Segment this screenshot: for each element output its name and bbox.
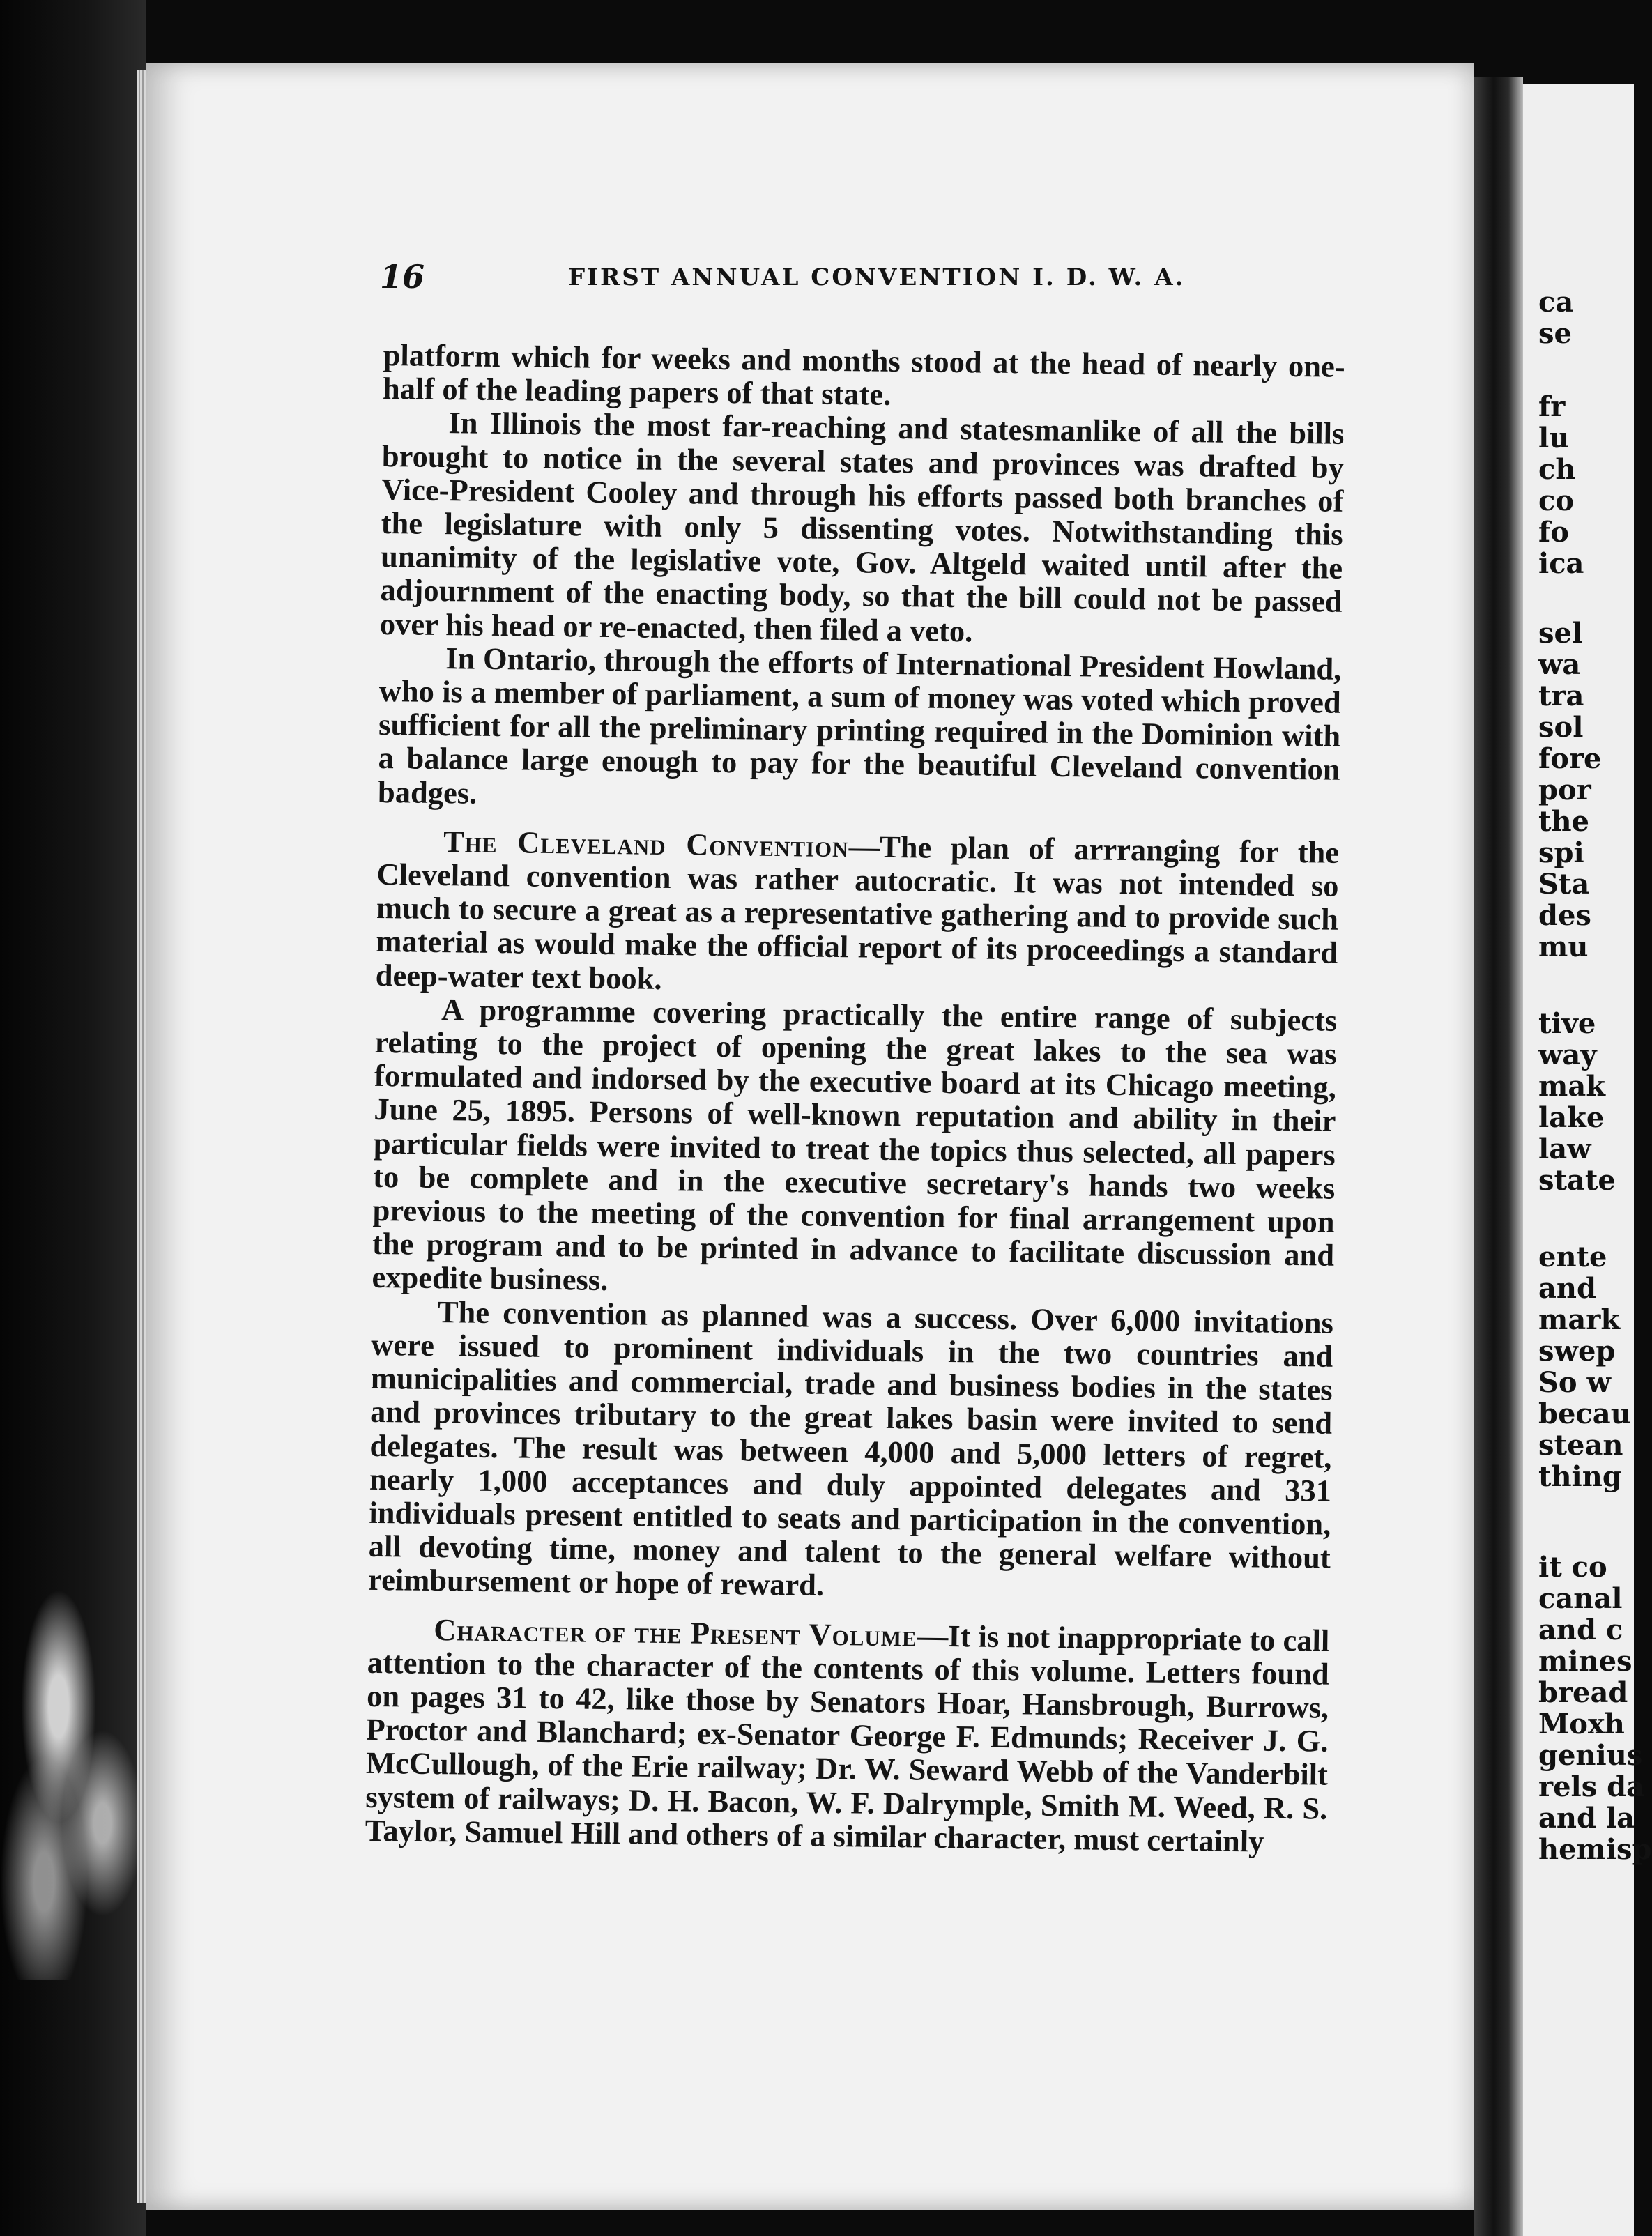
next-page-fragment: mu	[1538, 931, 1589, 963]
scan-smudge	[0, 1589, 146, 1980]
next-page-fragment: fo	[1538, 516, 1569, 549]
next-page-fragment: and	[1538, 1272, 1596, 1305]
paragraph-programme: A programme covering practically the entire range of subjects relating to the project of opening the great lakes to the sea was formulated and indorsed by the executive board at its Chicago meeting, June 25, 1895. Persons of well-known reputation and ability in their particular fields were invited to treat the topics thus selected, all papers to be complete and in the executive secretary's hands two weeks previous to the meeting of the convention for final arrangement upon the program and to be printed in advance to facilitate discussion and expedite business.	[372, 991, 1338, 1298]
section-heading-volume: Character of the Present Volume	[434, 1611, 918, 1653]
next-page-fragment: fore	[1538, 742, 1602, 775]
next-page-fragment: des	[1538, 899, 1591, 932]
next-page-fragment: mark	[1538, 1303, 1621, 1336]
paragraph-success: The convention as planned was a success. Over 6,000 invitations were issued to prominent individuals in the two countries and municipalities and commercial, trade and business bodies in the states and provinces tributary to the great lakes basin were invited to send delegates. The result was between 4,000 and 5,000 letters of regret, nearly 1,000 acceptances and duly appointed delegates and 331 individuals present entitled to seats and participation in the convention, all devoting time, money and talent to the general welfare without reimbursement or hope of reward.	[367, 1294, 1334, 1603]
next-page-fragment: ca	[1538, 286, 1574, 319]
next-page-fragment: bread	[1538, 1676, 1628, 1709]
next-page-fragment: tra	[1538, 680, 1584, 712]
section-text-volume: —It is not inappropriate to call attention to the character of the contents of this volume. Letters found on pages 31 to 42, like those by Senators Hoar, Hansbrough, Burrows, Proctor and Blanchard; ex-Senator George F. Edmunds; Receiver J. G. McCullough, of the Erie railway; Dr. W. Seward Webb of the Vanderbilt system of railways; D. H. Bacon, W. F. Dalrymple, Smith M. Weed, R. S. Taylor, Samuel Hill and others of a similar character, must certainly	[365, 1618, 1330, 1859]
next-page-fragment: rels da	[1538, 1770, 1645, 1803]
next-page-fragment: sel	[1538, 617, 1583, 650]
paragraph-ontario: In Ontario, through the efforts of International President Howland, who is a member of parliament, a sum of money was voted which proved sufficient for all the preliminary printing required in the Dominion with a balance large enough to pay for the beautiful Cleveland convention badges.	[377, 640, 1342, 811]
next-page-fragment: hemisp	[1538, 1833, 1652, 1866]
next-page-fragment: genius	[1538, 1739, 1643, 1772]
book-gutter	[1474, 77, 1523, 2236]
next-page-fragment: mak	[1538, 1070, 1605, 1103]
next-page-fragment: mines	[1538, 1645, 1632, 1678]
section-text-cleveland: —The plan of arrranging for the Cleveland convention was rather autocratic. It was not intended so much to secure a great as a representative gathering and to provide such material as would make the official report of its proceedings a standard deep-water text book.	[375, 829, 1340, 996]
next-page-fragment: wa	[1538, 648, 1581, 681]
section-cleveland-convention	[376, 824, 1340, 1004]
next-page-edge	[1523, 84, 1652, 2236]
next-page-fragment: tive	[1538, 1007, 1596, 1040]
next-page-fragment: stean	[1538, 1429, 1623, 1462]
next-page-fragment: ente	[1538, 1241, 1607, 1273]
next-page-fragment: state	[1538, 1164, 1616, 1197]
next-page-fragment: co	[1538, 484, 1575, 517]
next-page-fragment: Sta	[1538, 868, 1590, 901]
next-page-fragment: spi	[1538, 836, 1584, 869]
section-present-volume	[365, 1611, 1330, 1858]
next-page-fragment: thing	[1538, 1460, 1622, 1493]
next-page-fragment: swep	[1538, 1335, 1616, 1368]
next-page-fragment: lake	[1538, 1101, 1605, 1134]
section-heading-cleveland: The Cleveland Convention	[443, 823, 849, 864]
next-page-fragment: way	[1538, 1039, 1597, 1071]
next-page-fragment: law	[1538, 1133, 1591, 1165]
page-body	[365, 338, 1345, 1859]
running-title: FIRST ANNUAL CONVENTION I. D. W. A.	[568, 263, 1186, 291]
page-number: 16	[380, 258, 425, 296]
next-page-fragment: Moxh	[1538, 1708, 1625, 1740]
next-page-fragment: sol	[1538, 711, 1584, 744]
next-page-fragment: lu	[1538, 422, 1570, 454]
next-page-fragment: and la	[1538, 1802, 1635, 1835]
paragraph-1: platform which for weeks and months stood at the head of nearly one-half of the leading papers of that state.	[382, 337, 1345, 413]
paragraph-illinois: In Illinois the most far-reaching and statesmanlike of all the bills brought to notice in the several states and provinces was drafted by Vice-President Cooley and through his efforts passed both branches of the legislature with only 5 dissenting votes. Notwithstanding this unanimity of the legislative vote, Gov. Altgeld waited until after the adjournment of the enacting body, so that the bill could not be passed over his head or re-enacted, then filed a veto.	[379, 405, 1345, 648]
next-page-fragment: por	[1538, 774, 1591, 806]
next-page-fragment: ch	[1538, 453, 1576, 486]
next-page-fragment: fr	[1538, 390, 1566, 423]
next-page-fragment: So w	[1538, 1366, 1611, 1399]
next-page-fragment: se	[1538, 317, 1572, 350]
next-page-fragment: and c	[1538, 1614, 1623, 1646]
next-page-fragment: it co	[1538, 1551, 1607, 1584]
next-page-fragment: canal	[1538, 1582, 1623, 1615]
next-page-fragment: becau	[1538, 1398, 1631, 1430]
next-page-fragment: the	[1538, 805, 1590, 838]
next-page-fragment: ica	[1538, 547, 1584, 580]
running-header	[380, 258, 1342, 300]
